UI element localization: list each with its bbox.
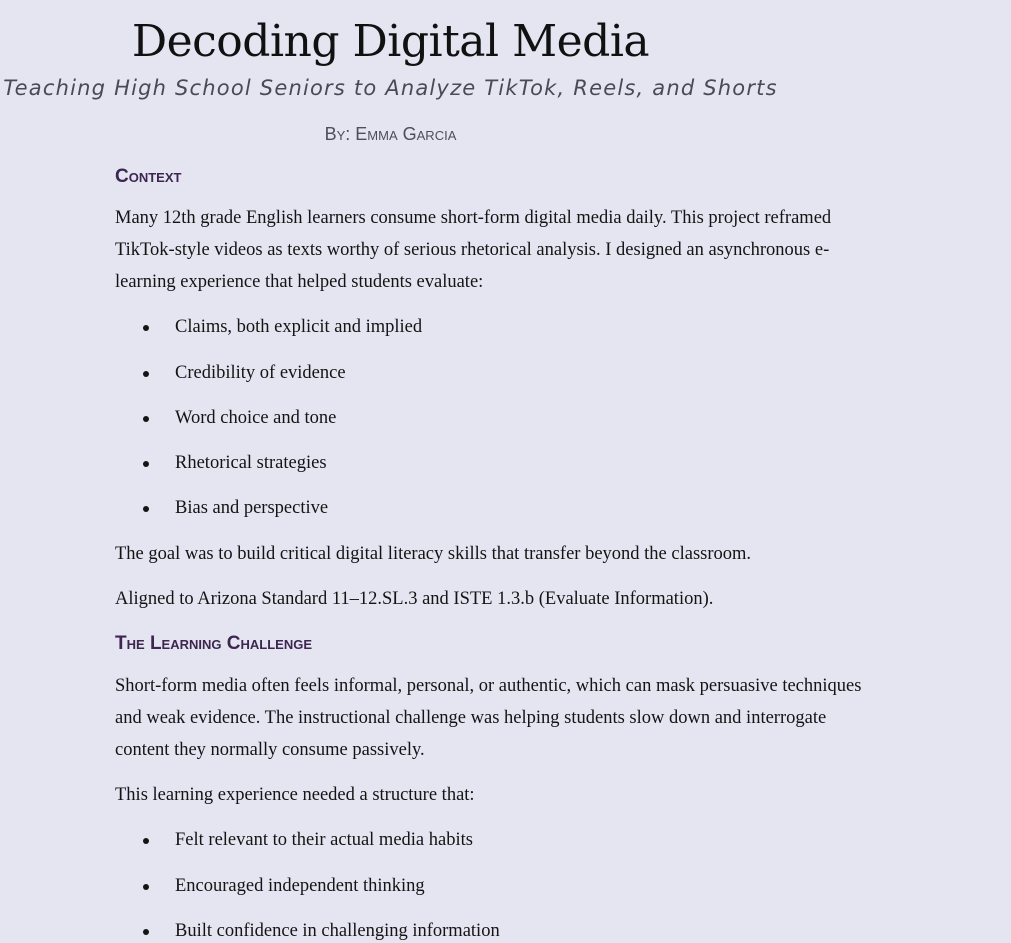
list-item [175,406,336,430]
list-item-text: Built confidence in challenging information [175,921,500,941]
bullet-icon [143,461,149,467]
challenge-lead-paragraph: This learning experience needed a structure that: [115,785,475,805]
bullet-icon [143,884,149,890]
challenge-heading: The Learning Challenge [115,633,312,654]
bullet-icon [143,506,149,512]
list-item [175,451,327,475]
bullet-icon [143,416,149,422]
challenge-body-paragraph: Short-form media often feels informal, personal, or authentic, which can mask persuasive techniques and weak evidence. The instructional challenge was helping students slow down and interrogate content they normally consume passively. [115,676,862,760]
list-item-text: Word choice and tone [175,408,337,428]
list-item [175,315,422,339]
context-intro-paragraph: Many 12th grade English learners consume short-form digital media daily. This project reframed TikTok-style videos as texts worthy of serious rhetorical analysis. I designed an asynchronous e-learning experience that helped students evaluate: [115,208,832,292]
bullet-icon [143,325,149,331]
list-item-text: Credibility of evidence [175,363,346,383]
page-title: Decoding Digital Media [131,16,650,67]
page-subtitle: Teaching High School Seniors to Analyze TikTok, Reels, and Shorts [3,76,778,100]
list-item-text: Bias and perspective [175,498,329,518]
list-item [175,874,425,898]
list-item-text: Encouraged independent thinking [175,876,425,896]
context-goal-paragraph: The goal was to build critical digital literacy skills that transfer beyond the classroom. [115,544,752,564]
bullet-icon [143,371,149,377]
list-item [175,496,328,520]
bullet-icon [143,929,149,935]
list-item-text: Claims, both explicit and implied [175,317,423,337]
bullet-icon [143,838,149,844]
context-heading: Context [115,166,182,187]
list-item [175,361,346,385]
list-item [175,919,500,943]
list-item [175,828,473,852]
author-byline: By: Emma Garcia [324,124,457,144]
context-alignment-paragraph: Aligned to Arizona Standard 11–12.SL.3 and ISTE 1.3.b (Evaluate Information). [115,589,714,609]
list-item-text: Felt relevant to their actual media habits [175,830,473,850]
list-item-text: Rhetorical strategies [175,453,327,473]
